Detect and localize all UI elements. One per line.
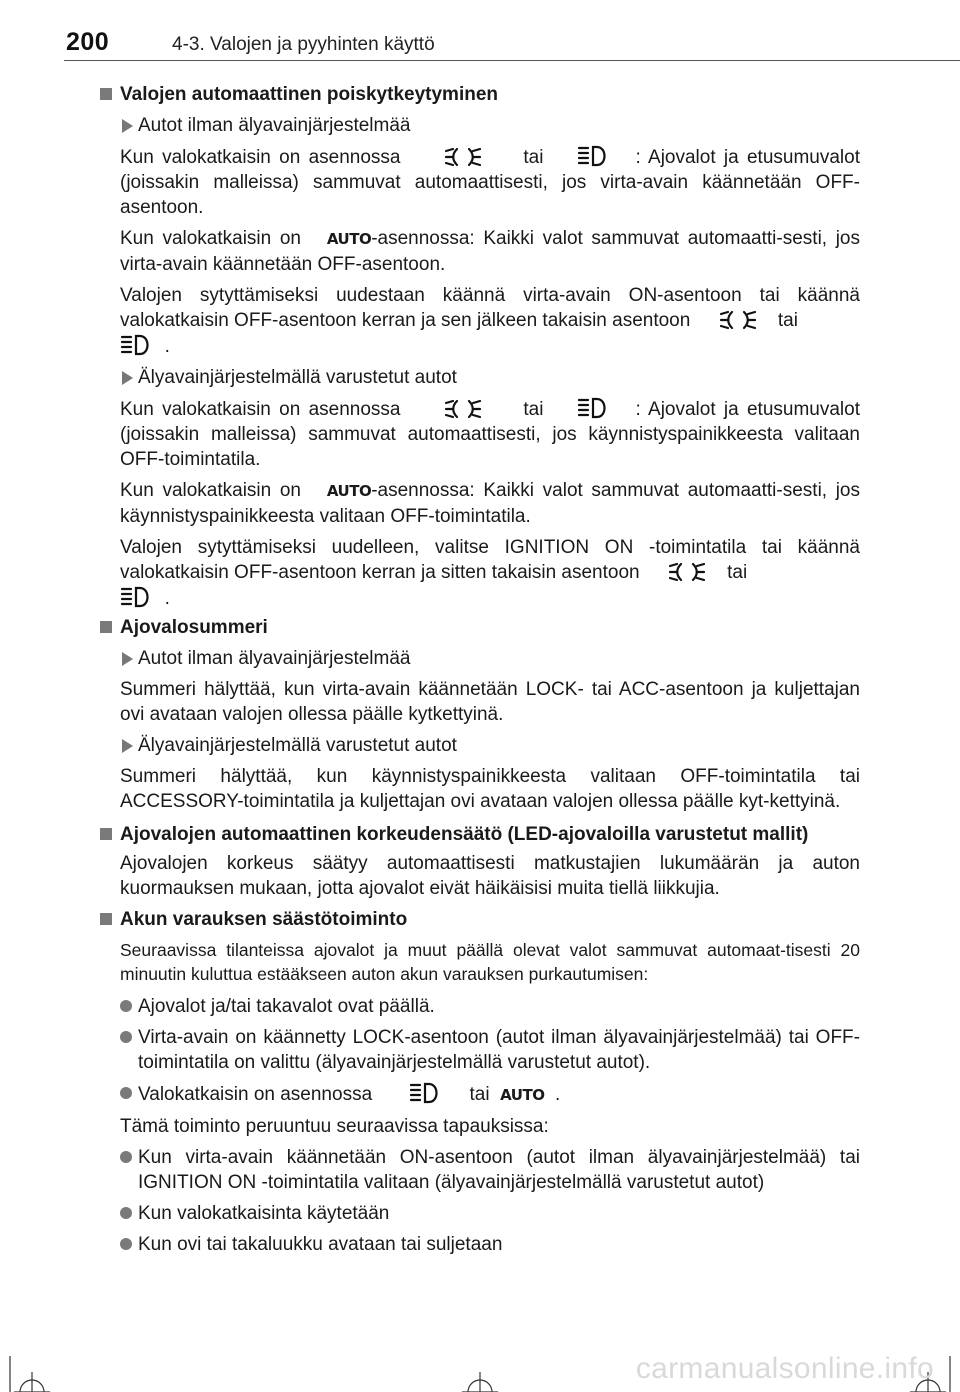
round-bullet-icon	[120, 1207, 132, 1219]
chapter-title: 4-3. Valojen ja pyyhinten käyttö	[172, 34, 435, 55]
headlight-icon	[120, 585, 154, 609]
auto-icon: AUTO	[500, 1086, 545, 1104]
paragraph: Kun valokatkaisin on asennossa tai : Ajovalot ja etusumuvalot (joissakin malleissa) sammuvat automaattisesti, jos virta-avain käännetään OFF-asentoon.	[100, 144, 860, 220]
triangle-bullet-icon	[122, 739, 133, 753]
page-content	[100, 82, 860, 1257]
headlight-icon	[120, 333, 154, 357]
paragraph: Summeri hälyttää, kun virta-avain käännetään LOCK- tai ACC-asentoon ja kuljettajan ovi avataan valojen ollessa päälle kytkettyinä.	[120, 679, 860, 725]
round-bullet-icon	[120, 1031, 132, 1043]
paragraph: Seuraavissa tilanteissa ajovalot ja muut päällä olevat valot sammuvat automaat-tisesti 20 minuutin kuluttua estääkseen auton akun varauksen purkautumisen:	[120, 940, 860, 984]
square-bullet-icon	[100, 828, 112, 840]
header-divider	[64, 60, 960, 61]
list-item: Kun virta-avain käännetään ON-asentoon (autot ilman älyavainjärjestelmää) tai IGNITION ON -toimintatila valitaan (älyavainjärjestelmällä varustetut autot)	[100, 1145, 860, 1195]
subheading-smart-key: Älyavainjärjestelmällä varustetut autot	[100, 733, 860, 758]
round-bullet-icon	[120, 1151, 132, 1163]
tail-lights-icon	[666, 561, 706, 583]
paragraph: Tämä toiminto peruuntuu seuraavissa tapauksissa:	[120, 1116, 549, 1137]
section-heading-headlight-buzzer: Ajovalosummeri	[100, 615, 860, 640]
list-item: Kun valokatkaisinta käytetään	[100, 1201, 860, 1226]
round-bullet-icon	[120, 1238, 132, 1250]
list-item: Virta-avain on käännetty LOCK-asentoon (autot ilman älyavainjärjestelmää) tai OFF-toimintatila on valittu (älyavainjärjestelmällä varustetut autot).	[100, 1025, 860, 1075]
list-item: Ajovalot ja/tai takavalot ovat päällä.	[100, 994, 860, 1019]
section-heading-battery-saver: Akun varauksen säästötoiminto	[100, 907, 860, 932]
headlight-icon	[577, 144, 611, 168]
auto-icon: AUTO	[326, 230, 372, 248]
paragraph: Ajovalojen korkeus säätyy automaattisesti matkustajien lukumäärän ja auton kuormauksen mukaan, jotta ajovalot eivät häikäisisi muita tiellä liikkujia.	[120, 853, 860, 899]
paragraph: Kun valokatkaisin on AUTO-asennossa: Kaikki valot sammuvat automaatti-sesti, jos virta-avain käännetään OFF-asentoon.	[120, 228, 861, 275]
auto-icon: AUTO	[326, 482, 372, 500]
square-bullet-icon	[100, 621, 112, 633]
paragraph: Kun valokatkaisin on asennossa tai : Ajovalot ja etusumuvalot (joissakin malleissa) sammuvat automaattisesti, jos käynnistyspainikkeesta valitaan OFF-toimintatila.	[100, 396, 860, 472]
paragraph: Summeri hälyttää, kun käynnistyspainikkeesta valitaan OFF-toimintatila tai ACCESSORY-toimintatila ja kuljettajan ovi avataan valojen ollessa päälle kyt-kettyinä.	[120, 766, 860, 812]
subheading-no-smart-key: Autot ilman älyavainjärjestelmää	[100, 646, 860, 671]
section-heading-auto-leveling: Ajovalojen automaattinen korkeudensäätö (LED-ajovaloilla varustetut mallit)	[100, 822, 860, 847]
paragraph: Valojen sytyttämiseksi uudestaan käännä virta-avain ON-asentoon tai käännä valokatkaisin OFF-asentoon kerran ja sen jälkeen takaisin asentoon tai .	[120, 285, 860, 357]
square-bullet-icon	[100, 913, 112, 925]
tail-lights-icon	[442, 398, 482, 420]
watermark: carmanualsonline.info	[635, 1352, 934, 1385]
list-item: Kun ovi tai takaluukku avataan tai suljetaan	[100, 1232, 860, 1257]
tail-lights-icon	[442, 146, 482, 168]
headlight-icon	[409, 1081, 443, 1105]
section-heading-auto-off: Valojen automaattinen poiskytkeytyminen	[100, 82, 860, 107]
round-bullet-icon	[120, 1000, 132, 1012]
list-item: Valokatkaisin on asennossa tai AUTO .	[100, 1081, 860, 1108]
round-bullet-icon	[120, 1087, 132, 1099]
paragraph: Kun valokatkaisin on AUTO-asennossa: Kaikki valot sammuvat automaatti-sesti, jos käynnistyspainikkeesta valitaan OFF-toimintatila.	[120, 480, 861, 527]
headlight-icon	[577, 396, 611, 420]
triangle-bullet-icon	[122, 371, 133, 385]
page-number: 200	[66, 28, 110, 56]
paragraph: Valojen sytyttämiseksi uudelleen, valitse IGNITION ON -toimintatila tai käännä valokatkaisin OFF-asentoon kerran ja sitten takaisin asentoon tai .	[120, 537, 860, 609]
tail-lights-icon	[717, 309, 757, 331]
subheading-smart-key: Älyavainjärjestelmällä varustetut autot	[100, 365, 860, 390]
square-bullet-icon	[100, 88, 112, 100]
page-header	[0, 0, 960, 56]
triangle-bullet-icon	[122, 119, 133, 133]
subheading-no-smart-key: Autot ilman älyavainjärjestelmää	[100, 113, 860, 138]
triangle-bullet-icon	[122, 652, 133, 666]
